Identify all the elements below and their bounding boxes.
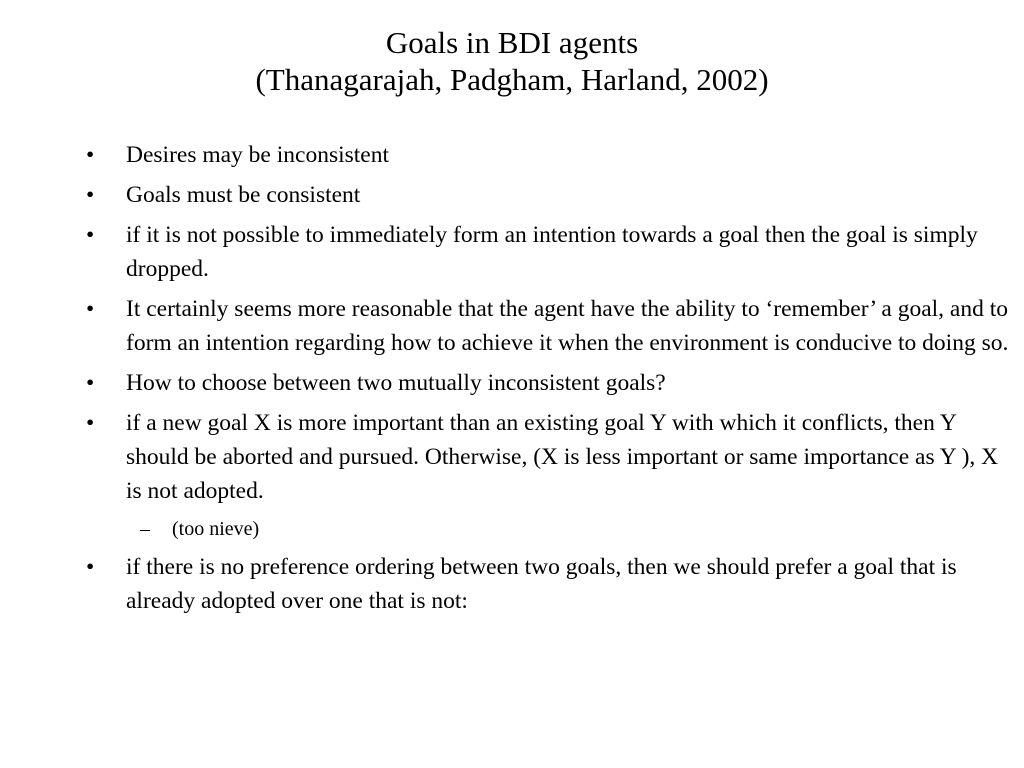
bullet-marker: • (86, 222, 95, 248)
bullet-marker: • (86, 182, 95, 208)
bullet-text: Desires may be inconsistent (126, 142, 390, 168)
bullet-text: if there is no preference ordering between two goals, then we should prefer a goal that is already adopted over one that is not: (126, 554, 957, 614)
sub-bullet-text: (too nieve) (172, 518, 260, 540)
bullet-text: if it is not possible to immediately form an intention towards a goal then the goal is simply dropped. (126, 222, 978, 282)
bullet-item (86, 178, 1016, 212)
sub-bullet-item (86, 514, 1016, 544)
bullet-text: Goals must be consistent (126, 182, 361, 208)
bullet-item (86, 406, 1016, 508)
slide-title (0, 24, 1024, 98)
bullet-text: if a new goal X is more important than an existing goal Y with which it conflicts, then Y should be aborted and pursued. Otherwise, (X is less important or same importance as Y ), X is not adopted. (126, 410, 999, 504)
slide-title-line-2: (Thanagarajah, Padgham, Harland, 2002) (255, 62, 769, 97)
bullet-item (86, 138, 1016, 172)
bullet-item (86, 292, 1016, 360)
slide-title-line-1: Goals in BDI agents (385, 25, 639, 60)
bullet-text: It certainly seems more reasonable that the agent have the ability to ‘remember’ a goal, and to form an intention regarding how to achieve it when the environment is conducive to doing so. (126, 296, 1009, 356)
bullet-marker: • (86, 142, 95, 168)
bullet-marker: • (86, 296, 95, 322)
bullet-item (86, 366, 1016, 400)
bullet-marker: • (86, 370, 95, 396)
bullet-marker: • (86, 554, 95, 580)
sub-bullet-marker: – (140, 518, 150, 540)
bullet-text: How to choose between two mutually inconsistent goals? (126, 370, 666, 396)
bullet-list (86, 138, 1016, 624)
bullet-marker: • (86, 410, 95, 436)
bullet-item (86, 218, 1016, 286)
bullet-item (86, 550, 1016, 618)
